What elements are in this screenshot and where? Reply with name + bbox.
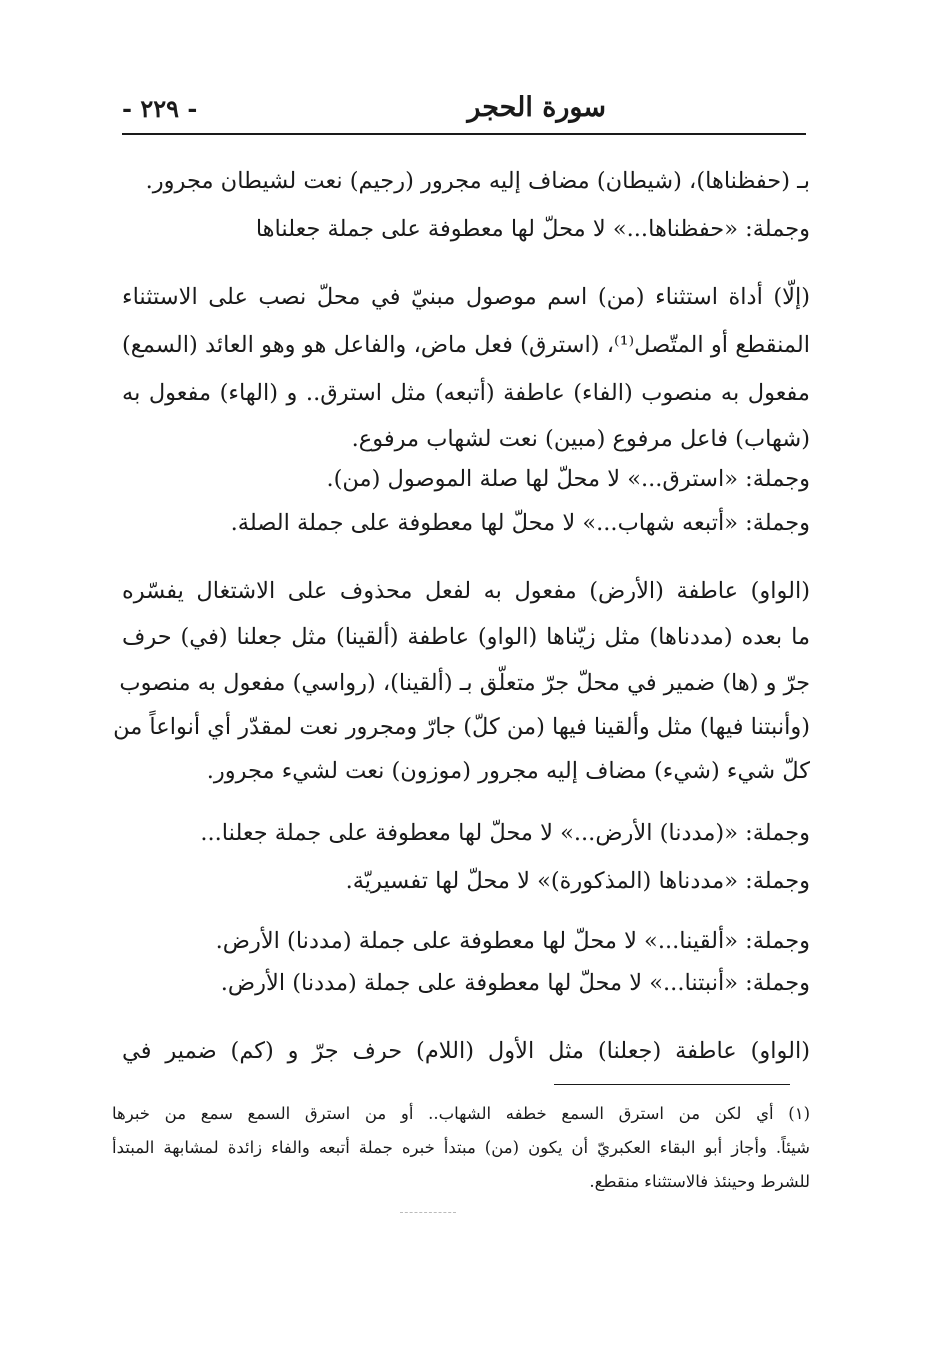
text-line: وجملة: «حفظناها...» لا محلّ لها معطوفة على جملة جعلناها (255, 216, 810, 242)
text-line: (إلّا) أداة استثناء (من) اسم موصول مبنيّ في محلّ نصب على الاستثناء (122, 284, 810, 310)
text-line: كلّ شيء (شيء) مضاف إليه مجرور (موزون) نعت لشيء مجرور. (206, 758, 810, 784)
text-line: وجملة: «أنبتنا...» لا محلّ لها معطوفة على جملة (مددنا) الأرض. (220, 970, 810, 996)
footnote-divider (554, 1084, 790, 1085)
text-line: وجملة: «ألقينا...» لا محلّ لها معطوفة على جملة (مددنا) الأرض. (215, 928, 810, 954)
footnote-line: (١) أي لكن من استرق السمع خطفه الشهاب.. أو من استرق السمع سمع من خبرها (112, 1104, 810, 1123)
text-line: (الواو) عاطفة (جعلنا) مثل الأول (اللام) حرف جرّ و (كم) ضمير في (122, 1038, 810, 1064)
text-line: وجملة: «أتبعه شهاب...» لا محلّ لها معطوفة على جملة الصلة. (230, 510, 810, 536)
header-divider (122, 133, 806, 135)
text-line: (الواو) عاطفة (الأرض) مفعول به لفعل محذوف على الاشتغال يفسّره (122, 578, 810, 604)
text-line: وجملة: «استرق...» لا محلّ لها صلة الموصول (من). (326, 466, 810, 492)
text-line: (وأنبتنا فيها) مثل وألقينا فيها (من كلّ) جارّ ومجرور نعت لمقدّر أي أنواعاً من (113, 714, 810, 740)
footnote-line: للشرط وحينئذ فالاستثناء منقطع. (589, 1172, 810, 1191)
text-line: المنقطع أو المتّصل⁽¹⁾، (استرق) فعل ماض، والفاعل هو وهو العائد (السمع) (122, 332, 810, 358)
text-line: ما بعده (مددناها) مثل زيّناها (الواو) عاطفة (ألقينا) مثل جعلنا (في) حرف (122, 624, 810, 650)
footnote-line: شيئاً. وأجاز أبو البقاء العكبريّ أن يكون (من) مبتدأ خبره جملة أتبعه والفاء زائدة لمشابهة المبتدأ (112, 1138, 810, 1157)
scan-mark (400, 1212, 456, 1213)
page-header (122, 86, 806, 134)
text-line: بـ (حفظناها)، (شيطان) مضاف إليه مجرور (رجيم) نعت لشيطان مجرور. (145, 168, 810, 194)
text-line: مفعول به منصوب (الفاء) عاطفة (أتبعه) مثل استرق.. و (الهاء) مفعول به (122, 380, 810, 406)
surah-title: سورة الحجر (467, 92, 606, 123)
page-number: - ٢٢٩ - (122, 94, 198, 123)
text-line: (شهاب) فاعل مرفوع (مبين) نعت لشهاب مرفوع. (351, 426, 810, 452)
text-line: وجملة: «(مددنا) الأرض...» لا محلّ لها معطوفة على جملة جعلنا... (200, 820, 810, 846)
text-line: وجملة: «مددناها (المذكورة)» لا محلّ لها تفسيريّة. (345, 868, 810, 894)
text-line: جرّ و (ها) ضمير في محلّ جرّ متعلّق بـ (ألقينا)، (رواسي) مفعول به منصوب (119, 670, 810, 696)
